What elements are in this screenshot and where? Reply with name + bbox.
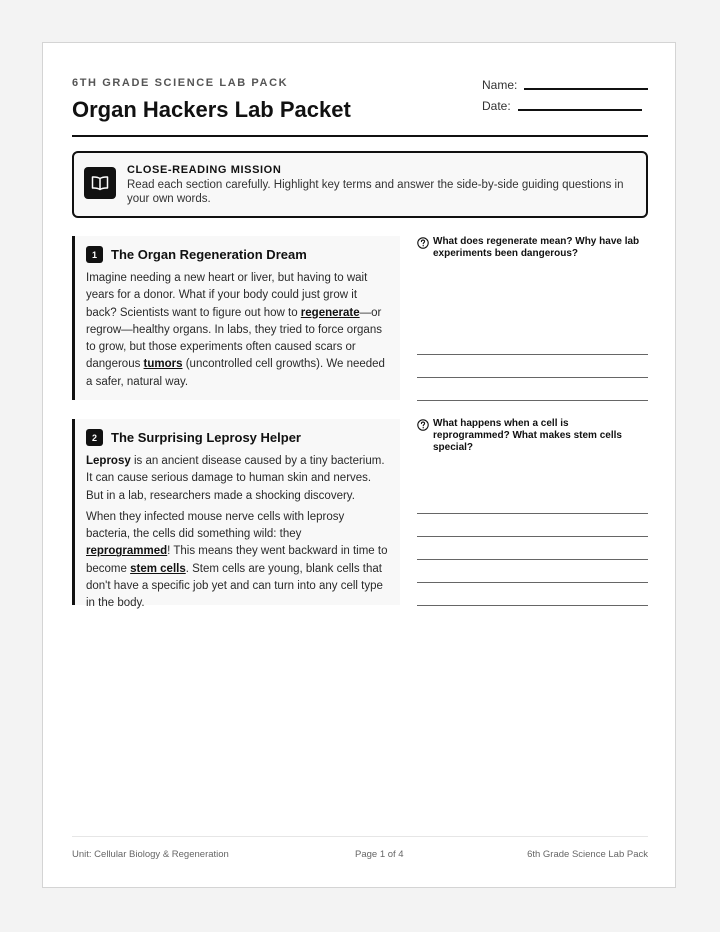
section-leprosy-helper (72, 419, 400, 610)
key-term-regenerate: regenerate (300, 306, 360, 319)
answer-line[interactable] (417, 559, 648, 560)
date-label: Date: (482, 99, 511, 113)
name-label: Name: (482, 78, 518, 92)
question-circle-icon (417, 419, 429, 431)
close-reading-mission-box (72, 151, 648, 218)
section-paragraph: Leprosy is an ancient disease caused by a tiny bacterium. It can cause serious damage to human skin and nerves. But in a lab, researchers made a shocking discovery. (86, 455, 385, 502)
guiding-question-1 (417, 236, 648, 260)
page-title: Organ Hackers Lab Packet (72, 97, 351, 122)
answer-line[interactable] (417, 377, 648, 378)
key-term-leprosy: Leprosy (86, 455, 131, 467)
pack-eyebrow: 6TH GRADE SCIENCE LAB PACK (72, 77, 289, 89)
name-line[interactable] (524, 88, 648, 90)
section-title: The Surprising Leprosy Helper (111, 430, 301, 445)
open-book-icon (84, 167, 116, 199)
answer-line[interactable] (417, 400, 648, 401)
answer-line[interactable] (417, 605, 648, 606)
section-number-badge: 2 (86, 429, 103, 446)
section-paragraph: Imagine needing a new heart or liver, but having to wait years for a donor. What if your body could just grow it back? Scientists want to figure out how to regenerate—or regrow—healthy organs. In labs, they tried to force organs to grow, but those experiments often caused scars or dangerous tumors (uncontrolled cell growths). We needed a safer, natural way. (86, 272, 385, 388)
key-term-tumors: tumors (143, 358, 183, 371)
section-paragraph: When they infected mouse nerve cells with leprosy bacteria, the cells did something wild: they reprogrammed! This means they went backward in time to become stem cells. Stem cells are young, blank cells that don't have a specific job yet and can turn into any cell type in the body. (86, 510, 388, 610)
date-field[interactable] (482, 92, 648, 113)
name-field[interactable] (482, 71, 648, 92)
question-text: What happens when a cell is reprogrammed? What makes stem cells special? (433, 418, 622, 453)
section-organ-regeneration (72, 236, 400, 400)
header-divider (72, 135, 648, 137)
answer-line[interactable] (417, 536, 648, 537)
key-term-reprogrammed: reprogrammed (86, 545, 168, 558)
guiding-question-2 (417, 418, 648, 454)
key-term-stem-cells: stem cells (130, 562, 186, 575)
question-circle-icon (417, 237, 429, 249)
answer-line[interactable] (417, 354, 648, 355)
page-footer (72, 836, 648, 860)
section-number-badge: 1 (86, 246, 103, 263)
section-title: The Organ Regeneration Dream (111, 247, 307, 262)
student-fields (482, 71, 648, 113)
answer-line[interactable] (417, 582, 648, 583)
answer-line[interactable] (417, 513, 648, 514)
question-text: What does regenerate mean? Why have lab experiments been dangerous? (433, 236, 640, 259)
footer-unit: Unit: Cellular Biology & Regeneration (72, 849, 229, 860)
mission-title: CLOSE-READING MISSION (127, 164, 282, 176)
worksheet-page (42, 42, 676, 888)
footer-pack-name: 6th Grade Science Lab Pack (527, 849, 648, 860)
date-line[interactable] (518, 109, 642, 111)
footer-page-number: Page 1 of 4 (355, 849, 404, 860)
mission-text: Read each section carefully. Highlight key terms and answer the side-by-side guiding questions in your own words. (127, 179, 624, 205)
